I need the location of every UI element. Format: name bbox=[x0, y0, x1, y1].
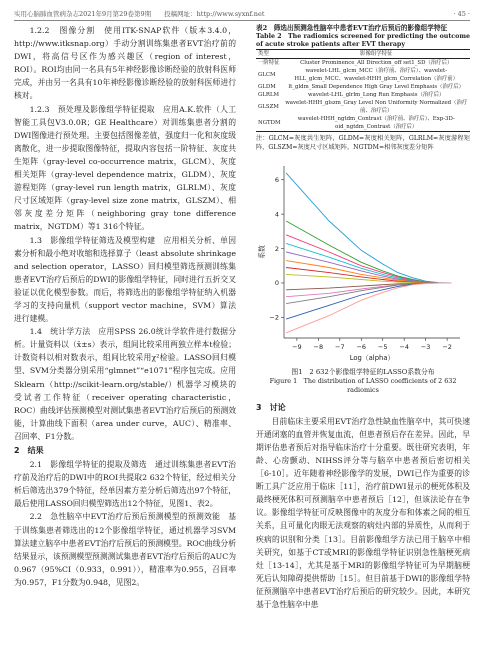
figure1-caption-cn: 图1 2 632个影像组学特征的LASSO系数分布 bbox=[291, 367, 435, 376]
table-cell-type: GLDM bbox=[258, 83, 276, 90]
table-cell-feature: wavelet-HHH_ngtdm_Contrast（治疗前、治疗后）、Exp-3D-oid_ngtdm_Contrast（治疗后） bbox=[297, 115, 455, 130]
table-row bbox=[256, 58, 470, 67]
table-row bbox=[256, 83, 470, 91]
figure1-caption-en: Figure 1 The distribution of LASSO coefficients of 2 632 radiomics bbox=[269, 376, 457, 394]
right-column bbox=[256, 24, 470, 611]
series-line-13 bbox=[286, 283, 451, 333]
paragraph: 目前临床主要采用EVT治疗急性缺血性脑卒中，其可快速开通闭塞的血管并恢复血流，但患者预后存在差异。因此，早期评估患者预后对指导临床治疗十分重要。既往研究表明，年龄、心房颤动、NIHSS评分等与脑卒中患者预后密切相关［6-10］。近年随着神经影像学的发展，DWI已作为重要的诊断工具广泛应用于临床［11］，治疗前DWI显示的梗死体积及最终梗死体积可预测脑卒中患者预后［12］，但该法论存在争议。影像组学特征可反映图像中的灰度分布和体素之间的相互关系，且可量化肉眼无法观察的病灶内部的异质性，从而利于疾病的识别和分类［13］。目前影像组学方法已用于脑卒中相关研究，如基于CT或MRI的影像组学特征识别急性脑梗死病灶［13-14］，尤其是基于MRI的影像组学特征可为早期脑梗死后认知障碍提供帮助［15］。但目前基于DWI的影像组学特征预测脑卒中患者EVT治疗后预后的研究较少。因此，本研究基于急性脑卒中患 bbox=[256, 416, 470, 609]
header-journal: 实用心脑肺血管病杂志2021年9月第29卷第9期 投稿网址：http://www.syxnf.net bbox=[14, 10, 265, 18]
series-line-5 bbox=[286, 252, 451, 283]
y-tick-label: −2 bbox=[269, 313, 279, 322]
paragraph: 2.2 急性脑卒中EVT治疗后预后预测模型的预测效能 基于训练集患者筛选出的12个影像组学特征，通过机器学习SVM算法建立脑卒中患者EVT治疗后预后的预测模型。ROC曲线分析结果显示，该预测模型预测测试集患者EVT治疗后预后的AUC为0.967（95%CI（0.933，0.991）），精准率为0.955，召回率为0.957，F1分数为0.948，见图2。 bbox=[14, 512, 236, 587]
figure1-chart bbox=[256, 158, 470, 368]
table-cell-type: 一阶特征 bbox=[258, 59, 280, 66]
table-cell-feature: wavelet-LHL_glrlm_Long Run Emphasis（治疗后） bbox=[308, 91, 445, 98]
series-line-9 bbox=[286, 283, 451, 290]
x-tick-label: −3 bbox=[420, 342, 431, 351]
y-tick-label: 0 bbox=[274, 278, 279, 287]
table-row bbox=[256, 99, 470, 115]
series-line-4 bbox=[286, 243, 451, 283]
x-axis-label: Log（alpha） bbox=[349, 353, 395, 362]
table-cell-type: GLRLM bbox=[258, 91, 280, 98]
x-tick-label: −6 bbox=[356, 342, 367, 351]
paragraph: 1.3 影像组学特征筛选及模型构建 应用相关分析、单因素分析和最小绝对收缩和选择算子（least absolute shrinkage and selection operator，LASSO）回归模型筛选预测训练集患者EVT治疗后预后的DWI的影像组学特征，同时进行五折交叉验证以优化模型参数。而后，将筛选出的影像组学特征纳入机器学习的支持向量机（support vector machine，SVM）算法进行建模。 bbox=[14, 235, 236, 324]
section-heading: 3 讨论 bbox=[256, 402, 286, 412]
y-axis-label: 系数 bbox=[258, 244, 266, 259]
table-header-row bbox=[256, 49, 470, 58]
lasso-coefficient-plot bbox=[256, 158, 470, 368]
y-tick-label: 6 bbox=[274, 175, 279, 184]
series-line-6 bbox=[286, 260, 451, 282]
table2-title-en: Table 2 The radiomics screened for predicting the outcome of acute stroke patients after EVT therapy bbox=[256, 32, 470, 48]
series-line-2 bbox=[286, 221, 451, 283]
table2-title-cn: 表2 筛选出预测急性脑卒中患者EVT治疗后预后的影像组学特征 bbox=[256, 24, 448, 32]
x-tick-label: −9 bbox=[292, 342, 302, 351]
table-row bbox=[256, 115, 470, 132]
radiomics-table bbox=[256, 49, 470, 132]
table-header-type: 类型 bbox=[258, 50, 269, 57]
page-header bbox=[14, 6, 470, 21]
y-tick-label: 4 bbox=[274, 209, 279, 218]
paragraph: 1.4 统计学方法 应用SPSS 26.0统计学软件进行数据分析。计量资料以（x̄±s）表示，组间比较采用两独立样本t检验；计数资料以相对数表示，组间比较采用χ²检验。LASSO回归模型、SVM分类器分别采用“glmnet”“e1071”程序包完成。应用Sklearn（http://scikit-learn.org/stable/）机器学习模块的受试者工作特征（receiver operating characteristic，ROC）曲线评估预测模型对测试集患者EVT治疗后预后的预测效能，计算曲线下面积（area under curve，AUC）、精准率、召回率、F1分数。 bbox=[14, 327, 236, 441]
table-cell-type: GLCM bbox=[258, 71, 276, 78]
table-cell-feature: Cluster Prominence_All Direction_off set1_SD（治疗后） bbox=[300, 59, 453, 66]
x-tick-label: −7 bbox=[335, 342, 345, 351]
x-tick-label: −5 bbox=[377, 342, 388, 351]
table-cell-feature: lt_gldm_Small Dependence High Gray Level Emphasis（治疗后） bbox=[288, 83, 465, 90]
series-line-1 bbox=[286, 172, 451, 282]
x-tick-label: −4 bbox=[399, 342, 409, 351]
table-cell-type: GLSZM bbox=[258, 103, 279, 110]
left-column bbox=[14, 24, 236, 589]
discussion-section bbox=[256, 401, 470, 612]
table-header-feature: 影像组学特征 bbox=[360, 50, 393, 57]
table-cell-feature: wavelet-HHH_glszm_Gray Level Non Uniformity Normalized（治疗前、治疗后） bbox=[285, 99, 468, 114]
x-tick-label: −8 bbox=[313, 342, 324, 351]
table-cell-type: NGTDM bbox=[258, 119, 281, 126]
x-tick-label: −2 bbox=[442, 342, 452, 351]
y-tick-label: 2 bbox=[274, 244, 279, 253]
table-row bbox=[256, 91, 470, 99]
header-page-number: · 45 · bbox=[453, 10, 470, 18]
section-heading: 2 结果 bbox=[14, 446, 44, 455]
table-row bbox=[256, 67, 470, 83]
table-cell-feature: wavelet-LHL_glcm_MCC（治疗前、治疗后）、wavelet-HLL_glcm_MCC、wavelet-HHH_glcm_Correlation（治疗前） bbox=[294, 67, 459, 82]
paragraph: 1.2.3 预处理及影像组学特征提取 应用A.K.软件（人工智能工具包V3.0.0R；GE Healthcare）对训练集患者分割的DWI图像进行预处理。主要包括图像差值，强度归一化和灰度级离散化，进一步提取图像特征，提取内容包括一阶特征、灰度共生矩阵（gray-level co-occurrence matrix，GLCM）、灰度相关矩阵（gray-level dependence matrix，GLDM）、灰度游程矩阵（gray-level run length matrix，GLRLM）、灰度尺寸区域矩阵（gray-level size zone matrix，GLSZM）、相邻灰度差分矩阵（neighboring gray tone difference matrix，NGTDM）等1 316个特征。 bbox=[14, 104, 236, 232]
table2-note: 注：GLCM=灰度共生矩阵，GLDM=灰度相关矩阵，GLRLM=灰度游程矩阵，GLSZM=灰度尺寸区域矩阵，NGTDM=相邻灰度差分矩阵 bbox=[256, 134, 470, 151]
paragraph: 1.2.2 图像分割 使用ITK-SNAP软件（版本3.4.0，http://www.itksnap.org）手动分割训练集患者EVT治疗前的DWI，将高信号区作为感兴趣区（region of interest，ROI）。ROI均由同一名具有5年神经影像诊断经验的放射科医师完成，并由另一名具有10年神经影像诊断经验的放射科医师进行核对。 bbox=[14, 26, 236, 101]
paragraph: 2.1 影像组学特征的提取及筛选 通过训练集患者EVT治疗前及治疗后的DWI中的ROI共提取2 632个特征，经过相关分析后筛选出379个特征，经单因素方差分析后筛选出97个特征，最后使用LASSO回归模型筛选出12个特征，见图1、表2。 bbox=[14, 460, 236, 509]
